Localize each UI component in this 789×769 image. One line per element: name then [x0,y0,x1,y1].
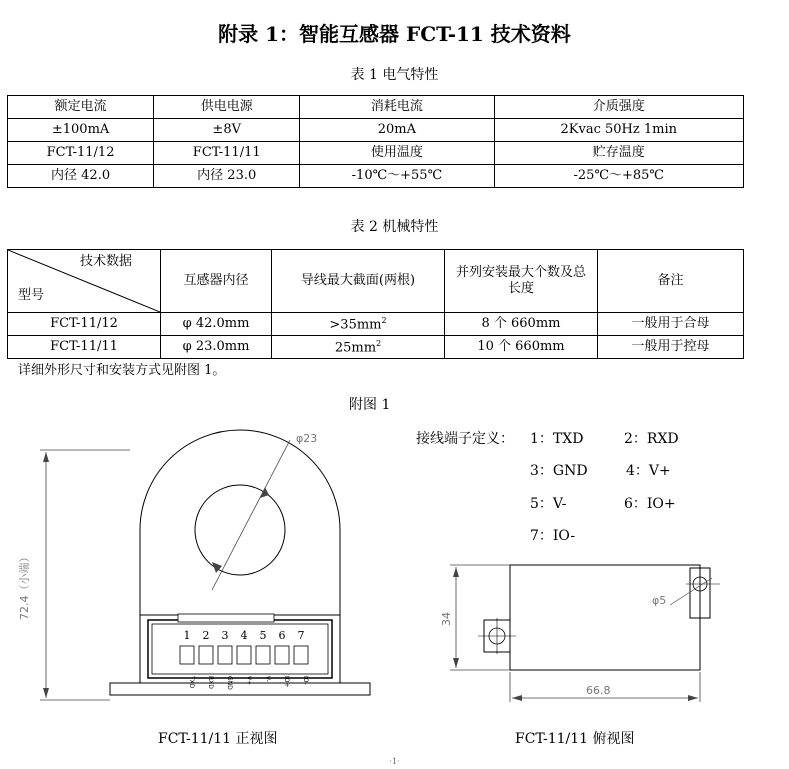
table-cell: φ 42.0mm [161,313,272,336]
table-cell: 20mA [300,119,494,142]
pin-number: 7 [297,629,305,642]
pin-sockets [180,646,308,664]
pin-label: TXD [188,676,195,689]
diagonal-header-bottom: 型号 [18,288,45,304]
front-view-caption: FCT-11/11 正视图 [158,731,278,747]
pin-label: IO+ [283,676,290,688]
table-cell: 额定电流 [8,96,154,119]
front-height-dimension: 72.4（小端） [18,551,31,620]
figure-caption: 附图 1 [349,397,391,413]
table-cell: 10 个 660mm [445,336,598,359]
terminal-def-2: 2：RXD [624,431,679,447]
table-cell: 一般用于控母 [598,336,744,359]
superscript: 2 [376,338,382,348]
table-row [8,96,744,119]
electrical-table [7,95,744,188]
table-cell: ±100mA [8,119,154,142]
cross-section-value: 25mm [334,339,377,355]
note-text: 详细外形尺寸和安装方式见附图 1。 [18,363,226,378]
table-cell: 2Kvac 50Hz 1min [494,119,744,142]
core-hole [195,485,285,575]
table-cell: FCT-11/11 [8,336,161,359]
top-view-drawing [430,550,730,710]
terminal-def-4: 4：V+ [626,463,671,479]
top-view-body [510,565,700,670]
pin-numbers [184,629,305,642]
mechanical-table [7,249,744,359]
table-cell: 一般用于合母 [598,313,744,336]
table-cell: 供电电源 [154,96,300,119]
table-row [8,336,744,359]
pin-label: V- [264,676,271,682]
table-cell: φ 23.0mm [161,336,272,359]
table-cell: -10℃～+55℃ [300,165,494,188]
pin-label: V+ [245,676,252,686]
terminal-def-7: 7：IO- [530,528,576,544]
terminal-def-1: 1：TXD [530,431,584,447]
table-row [8,142,744,165]
pin-number: 4 [240,629,248,642]
table-row [8,119,744,142]
front-view-drawing [0,420,400,720]
pin-number: 5 [259,629,267,642]
diameter-dimension: φ23 [296,432,318,445]
table-cell: 内径 42.0 [8,165,154,188]
table-cell: 内径 23.0 [154,165,300,188]
pin-number: 3 [221,629,229,642]
superscript: 2 [381,315,387,325]
table-cell: 消耗电流 [300,96,494,119]
table-header-cell: 并列安装最大个数及总长度 [445,250,598,313]
table-cell: ±8V [154,119,300,142]
table-row [8,165,744,188]
table-cell: -25℃～+85℃ [494,165,744,188]
page-title: 附录 1：智能互感器 FCT-11 技术资料 [218,22,571,46]
table-header-row [8,250,744,313]
terminal-def-label: 接线端子定义： [416,431,514,447]
top-width-dimension: 66.8 [586,684,611,697]
pin-number: 1 [183,629,191,642]
pin-number: 6 [278,629,286,642]
terminal-def-6: 6：IO+ [624,496,676,512]
table-header-cell: 互感器内径 [161,250,272,313]
pin-label: IO- [302,676,309,685]
table2-caption: 表 2 机械特性 [350,219,439,235]
table1-caption: 表 1 电气特性 [350,67,439,83]
hole-dimension: φ5 [652,594,667,607]
cross-section-value: >35mm [329,316,382,332]
table-cell: 贮存温度 [494,142,744,165]
table-cell [272,313,445,336]
pin-label: RXD [207,676,214,689]
diagonal-header-cell [8,250,161,313]
pin-number: 2 [202,629,210,642]
table-header-cell: 备注 [598,250,744,313]
pin-label: GND [226,676,233,690]
page-number: ·1· [389,757,400,766]
terminal-def-3: 3：GND [530,463,588,479]
table-row [8,313,744,336]
top-view-caption: FCT-11/11 俯视图 [515,731,635,747]
table-cell: FCT-11/12 [8,142,154,165]
table-cell: FCT-11/11 [154,142,300,165]
table-header-cell: 导线最大截面(两根) [272,250,445,313]
diagonal-header-top: 技术数据 [79,254,132,269]
table-cell: 8 个 660mm [445,313,598,336]
table-cell [272,336,445,359]
top-height-dimension: 34 [440,612,453,626]
table-cell: FCT-11/12 [8,313,161,336]
table-cell: 介质强度 [494,96,744,119]
table-cell: 使用温度 [300,142,494,165]
terminal-def-5: 5：V- [530,496,567,512]
